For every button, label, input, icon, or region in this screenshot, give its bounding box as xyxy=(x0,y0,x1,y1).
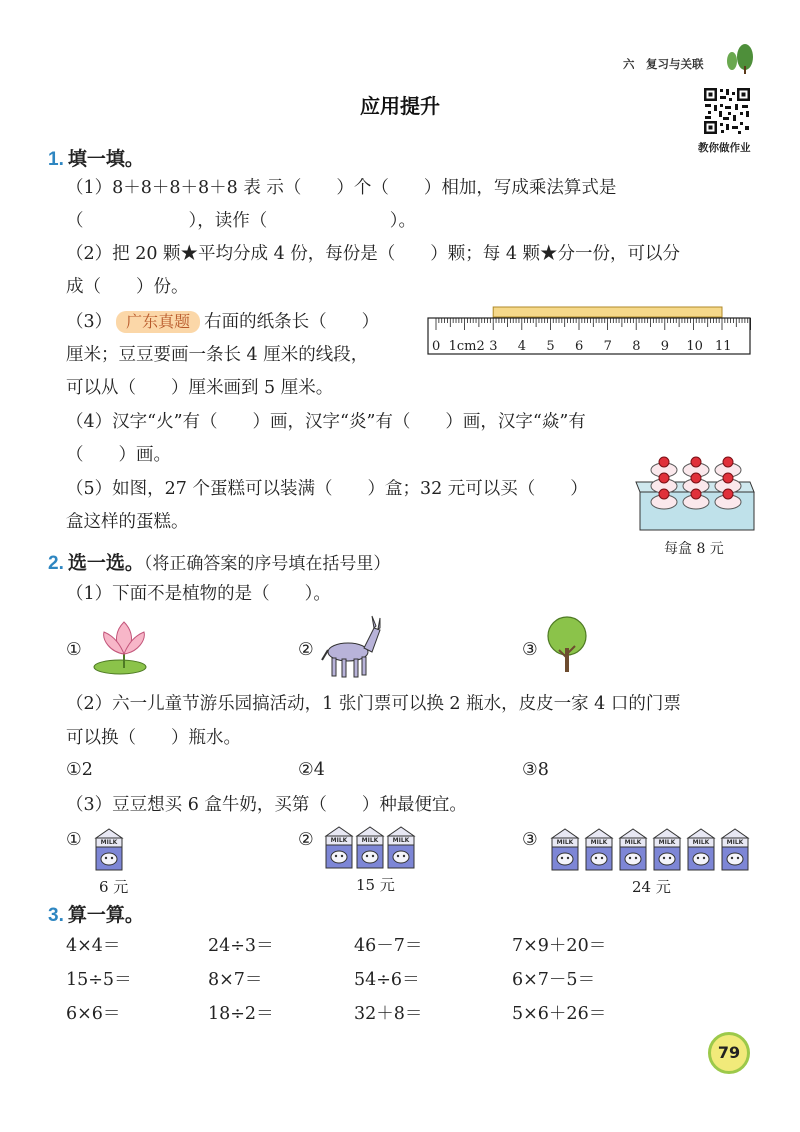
calc-r1-c4: 7×9＋20＝ xyxy=(512,936,607,956)
ruler-label: 1cm2 xyxy=(448,339,485,354)
page-title: 应用提升 xyxy=(360,94,440,118)
calc-r3-c1: 6×6＝ xyxy=(66,1004,121,1024)
q2-3-mark-1[interactable]: ① xyxy=(66,830,82,850)
page-number: 79 xyxy=(708,1032,750,1074)
qr-code-icon[interactable] xyxy=(702,86,752,136)
tree-icon xyxy=(722,42,756,74)
calc-r3-c3: 32＋8＝ xyxy=(354,1004,423,1024)
q1-2-line2: 成（ ）份。 xyxy=(66,277,189,297)
price-1: 6 元 xyxy=(99,878,129,896)
milk-label: MILK xyxy=(330,837,348,844)
calc-r3-c4: 5×6＋26＝ xyxy=(512,1004,607,1024)
calc-r2-c3: 54÷6＝ xyxy=(354,970,420,990)
q2-2-line2: 可以换（ ）瓶水。 xyxy=(66,728,241,748)
section-2-title: 2. 选一选。（将正确答案的序号填在括号里） xyxy=(48,553,391,574)
q2-1-mark-3[interactable]: ③ xyxy=(522,640,538,660)
milk-carton-icon xyxy=(92,828,126,876)
cake-box-image xyxy=(634,452,756,534)
milk-label: MILK xyxy=(556,839,574,846)
q2-3-mark-3[interactable]: ③ xyxy=(522,830,538,850)
ruler-label: 0 xyxy=(432,339,441,354)
milk-carton-icon xyxy=(384,826,418,874)
q2-1-mark-2[interactable]: ② xyxy=(298,640,314,660)
donkey-icon xyxy=(320,614,386,680)
calc-r1-c2: 24÷3＝ xyxy=(208,936,274,956)
q1-1-line1: （1）8＋8＋8＋8＋8 表 示（ ）个（ ）相加，写成乘法算式是 xyxy=(66,178,617,198)
q2-3-line: （3）豆豆想买 6 盒牛奶，买第（ ）种最便宜。 xyxy=(66,795,467,815)
lotus-icon xyxy=(90,612,160,676)
q1-5-line1: （5）如图，27 个蛋糕可以装满（ ）盒；32 元可以买（ ） xyxy=(66,479,588,499)
calc-r1-c3: 46－7＝ xyxy=(354,936,423,956)
milk-carton-icon xyxy=(616,828,650,876)
milk-label: MILK xyxy=(361,837,379,844)
calc-r2-c4: 6×7－5＝ xyxy=(512,970,596,990)
q1-4-line2: （ ）画。 xyxy=(66,445,171,465)
calc-r1-c1: 4×4＝ xyxy=(66,936,121,956)
milk-carton-icon xyxy=(548,828,582,876)
milk-label: MILK xyxy=(392,837,410,844)
milk-label: MILK xyxy=(658,839,676,846)
milk-label: MILK xyxy=(590,839,608,846)
milk-carton-icon xyxy=(650,828,684,876)
ruler-label: 11 xyxy=(715,339,732,354)
ruler-label: 8 xyxy=(632,339,641,354)
q1-1-line2: （ ），读作（ ）。 xyxy=(66,211,416,231)
ruler-label: 6 xyxy=(575,339,584,354)
q1-3-line3: 可以从（ ）厘米画到 5 厘米。 xyxy=(66,378,334,398)
calc-r2-c1: 15÷5＝ xyxy=(66,970,132,990)
q2-3-mark-2[interactable]: ② xyxy=(298,830,314,850)
section-3-title: 3. 算一算。 xyxy=(48,905,144,926)
milk-carton-icon xyxy=(718,828,752,876)
ruler-label: 9 xyxy=(660,339,670,354)
q2-2-option-2[interactable]: ②4 xyxy=(298,760,325,780)
q2-1-mark-1[interactable]: ① xyxy=(66,640,82,660)
section-1-title: 1. 填一填。 xyxy=(48,149,144,170)
milk-label: MILK xyxy=(624,839,642,846)
calc-r2-c2: 8×7＝ xyxy=(208,970,263,990)
q1-3-line1: （3） 广东真题 右面的纸条长（ ） xyxy=(66,312,380,332)
milk-carton-icon xyxy=(684,828,718,876)
ruler-label: 5 xyxy=(546,339,555,354)
price-3: 24 元 xyxy=(632,878,671,896)
ruler-label: 7 xyxy=(603,339,612,354)
milk-carton-icon xyxy=(322,826,356,874)
milk-carton-icon xyxy=(582,828,616,876)
q1-5-line2: 盒这样的蛋糕。 xyxy=(66,512,189,532)
paper-strip xyxy=(493,307,722,317)
price-2: 15 元 xyxy=(356,876,395,894)
ruler-figure xyxy=(424,306,754,358)
q1-2-line1: （2）把 20 颗★平均分成 4 份，每份是（ ）颗；每 4 颗★分一份，可以分 xyxy=(66,244,681,264)
calc-r3-c2: 18÷2＝ xyxy=(208,1004,274,1024)
milk-carton-icon xyxy=(353,826,387,874)
ruler-label: 10 xyxy=(686,339,703,354)
box-price-caption: 每盒 8 元 xyxy=(664,541,724,557)
milk-label: MILK xyxy=(692,839,710,846)
q2-2-line1: （2）六一儿童节游乐园搞活动，1 张门票可以换 2 瓶水，皮皮一家 4 口的门票 xyxy=(66,694,681,714)
q2-2-option-1[interactable]: ①2 xyxy=(66,760,93,780)
q1-4-line1: （4）汉字“火”有（ ）画，汉字“炎”有（ ）画，汉字“焱”有 xyxy=(66,412,586,432)
q2-1-line: （1）下面不是植物的是（ ）。 xyxy=(66,584,331,604)
q1-3-line2: 厘米；豆豆要画一条长 4 厘米的线段， xyxy=(66,345,369,365)
source-tag: 广东真题 xyxy=(116,311,200,333)
milk-label: MILK xyxy=(726,839,744,846)
q2-2-option-3[interactable]: ③8 xyxy=(522,760,549,780)
ruler-label: 4 xyxy=(517,339,527,354)
ruler-label: 3 xyxy=(489,339,498,354)
tree-plant-icon xyxy=(544,614,590,674)
qr-label: 教你做作业 xyxy=(698,142,751,154)
section-header: 六 复习与关联 xyxy=(623,57,704,71)
milk-label: MILK xyxy=(100,839,118,846)
